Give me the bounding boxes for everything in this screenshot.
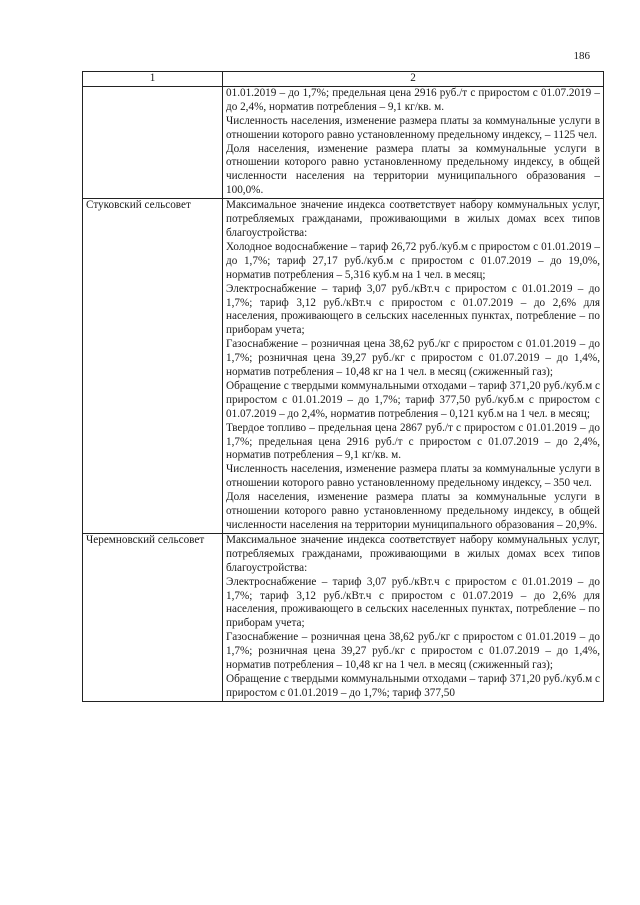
paragraph: Доля населения, изменение размера платы за коммунальные услуги в отношении которого равно установленному предельному индексу, в общей численности населения на территории муниципального образования – 100,0%. — [226, 142, 600, 197]
paragraph: Электроснабжение – тариф 3,07 руб./кВт.ч с приростом с 01.01.2019 – до 1,7%; тариф 3,12 руб./кВт.ч с приростом с 01.07.2019 – до 2,6% для населения, проживающего в сельских населенных пунктах, потребление – по приборам учета; — [226, 282, 600, 337]
paragraph: Численность населения, изменение размера платы за коммунальные услуги в отношении которого равно установленному предельному индексу, – 350 чел. — [226, 463, 600, 490]
table-row — [83, 86, 604, 198]
paragraph: Доля населения, изменение размера платы за коммунальные услуги в отношении которого равно установленному предельному индексу, в общей численности населения на территории муниципального образования – 20,9%. — [226, 491, 600, 531]
index-description — [223, 86, 604, 198]
index-table — [82, 71, 604, 702]
table-header-row — [83, 72, 604, 87]
paragraph: Обращение с твердыми коммунальными отходами – тариф 371,20 руб./куб.м с приростом с 01.01.2019 – до 1,7%; тариф 377,50 — [226, 672, 600, 699]
paragraph: Максимальное значение индекса соответствует набору коммунальных услуг, потребляемых гражданами, проживающими в жилых домах всех типов благоустройства: — [226, 199, 600, 239]
index-description — [223, 199, 604, 534]
index-description — [223, 533, 604, 701]
paragraph: Газоснабжение – розничная цена 38,62 руб./кг с приростом с 01.01.2019 – до 1,7%; розничная цена 39,27 руб./кг с приростом с 01.07.2019 – до 1,4%, норматив потребления – 10,48 кг на 1 чел. в месяц (сжиженный газ); — [226, 631, 600, 672]
paragraph: Твердое топливо – предельная цена 2867 руб./т с приростом с 01.01.2019 – до 1,7%; предельная цена 2916 руб./т с приростом с 01.07.2019 – до 2,4%, норматив потребления – 9,1 кг/кв. м. — [226, 421, 600, 462]
column-header-2: 2 — [223, 72, 604, 87]
page-number: 186 — [573, 50, 590, 62]
paragraph: Максимальное значение индекса соответствует набору коммунальных услуг, потребляемых гражданами, проживающими в жилых домах всех типов благоустройства: — [226, 533, 600, 574]
paragraph: Газоснабжение – розничная цена 38,62 руб./кг с приростом с 01.01.2019 – до 1,7%; розничная цена 39,27 руб./кг с приростом с 01.07.2019 – до 1,4%, норматив потребления – 10,48 кг на 1 чел. в месяц (сжиженный газ); — [226, 338, 600, 379]
column-header-1: 1 — [83, 72, 223, 87]
paragraph: Численность населения, изменение размера платы за коммунальные услуги в отношении которого равно установленному предельному индексу, – 1125 чел. — [226, 114, 600, 141]
paragraph: Обращение с твердыми коммунальными отходами – тариф 371,20 руб./куб.м с приростом с 01.01.2019 – до 1,7%; тариф 377,50 руб./куб.м с приростом с 01.07.2019 – до 2,4%, норматив потребления – 0,121 куб.м на 1 чел. в месяц; — [226, 379, 600, 420]
table-row — [83, 533, 604, 701]
paragraph: Холодное водоснабжение – тариф 26,72 руб./куб.м с приростом с 01.01.2019 – до 1,7%; тариф 27,17 руб./куб.м с приростом с 01.07.2019 – до 19,0%, норматив потребления – 5,316 куб.м на 1 чел. в месяц; — [226, 240, 600, 281]
municipality-name: Черемновский сельсовет — [83, 533, 223, 701]
paragraph: Электроснабжение – тариф 3,07 руб./кВт.ч с приростом с 01.01.2019 – до 1,7%; тариф 3,12 руб./кВт.ч с приростом с 01.07.2019 – до 2,6% для населения, проживающего в сельских населенных пунктах, потребление – по приборам учета; — [226, 575, 600, 630]
paragraph: 01.01.2019 – до 1,7%; предельная цена 2916 руб./т с приростом с 01.07.2019 – до 2,4%, норматив потребления – 9,1 кг/кв. м. — [226, 86, 600, 113]
municipality-name — [83, 86, 223, 198]
municipality-name: Стуковский сельсовет — [83, 199, 223, 534]
table-row — [83, 199, 604, 534]
